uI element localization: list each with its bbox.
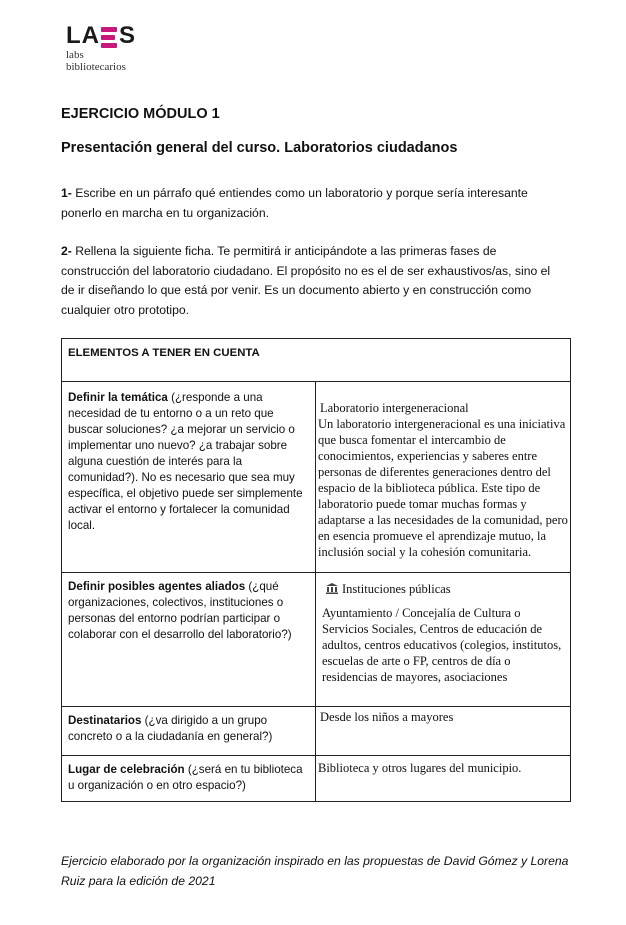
row-question: (¿qué organizaciones, colectivos, instituciones o personas del entorno podrían participar o colaborar con el desarrollo del laboratorio?): [68, 580, 292, 641]
row-label-title: Definir posibles agentes aliados: [68, 580, 246, 593]
row-answer-lugar[interactable]: Biblioteca y otros lugares del municipio.: [316, 756, 571, 802]
row-label-title: Definir la temática: [68, 391, 168, 404]
footer-note: Ejercicio elaborado por la organización inspirado en las propuestas de David Gómez y Lorena Ruiz para la edición de 2021: [61, 854, 569, 888]
table-row: [62, 382, 571, 573]
answer-title-line: [322, 581, 566, 597]
logo-text-left: LA: [66, 22, 100, 49]
museum-icon: [326, 583, 338, 594]
instruction-2-text: Rellena la siguiente ficha. Te permitirá ir anticipándote a las primeras fases de construcción del laboratorio ciudadano. El propósito no es el de ser exhaustivos/as, sino el de ir diseñando lo que está por venir. Es un documento abierto y en construcción como cualquier otro prototipo.: [61, 244, 551, 317]
instruction-1: [61, 184, 561, 223]
row-answer-agentes[interactable]: [316, 573, 571, 707]
answer-text: Un laboratorio intergeneracional es una iniciativa que busca fomentar el intercambio de conocimientos, experiencias y saberes entre personas de diferentes generaciones dentro del espacio de la biblioteca pública. Este tipo de laboratorio puede tomar muchas formas y adaptarse a las necesidades de la comunidad, pero en esencia promueve el aprendizaje mutuo, la inclusión social y la cohesión comunitaria.: [318, 417, 568, 559]
instruction-1-number: 1-: [61, 186, 72, 200]
ficha-table: [61, 338, 571, 802]
answer-title: Laboratorio intergeneracional: [320, 401, 469, 415]
row-label-title: Destinatarios: [68, 714, 142, 727]
answer-title: Instituciones públicas: [342, 582, 451, 596]
logo-wordmark: [66, 24, 146, 48]
row-question: (¿será en tu biblioteca u organización o en otro espacio?): [68, 763, 303, 792]
page-title: EJERCICIO MÓDULO 1: [61, 106, 220, 122]
logo-text-right: S: [119, 22, 137, 49]
row-question: (¿va dirigido a un grupo concreto o a la ciudadanía en general?): [68, 714, 273, 743]
instruction-2-number: 2-: [61, 244, 72, 258]
page-subtitle: Presentación general del curso. Laboratorios ciudadanos: [61, 140, 458, 156]
labs-logo: [66, 24, 146, 74]
logo-b-glyph: [101, 26, 118, 48]
row-answer-tematica[interactable]: [316, 382, 571, 573]
table-row: [62, 756, 571, 802]
answer-text: Ayuntamiento / Concejalía de Cultura o Servicios Sociales, Centros de educación de adultos, centros educativos (colegios, institutos, escuelas de arte o FP, centros de día o residencias de mayores, asociaciones: [322, 606, 562, 684]
row-label-tematica: [62, 382, 316, 573]
logo-line2: bibliotecarios: [66, 61, 126, 73]
instruction-1-text: Escribe en un párrafo qué entiendes como un laboratorio y porque sería interesante ponerlo en marcha en tu organización.: [61, 186, 528, 220]
row-label-lugar: [62, 756, 316, 802]
row-question: (¿responde a una necesidad de tu entorno o a un reto que buscar soluciones? ¿a mejorar un servicio o implementar uno nuevo? ¿a trabajar sobre alguna cuestión de interés para la comunidad?). No es necesario que sea muy específica, el objetivo puede ser simplemente activar el entorno y fortalecer la comunidad local.: [68, 391, 303, 532]
table-header-row: [62, 339, 571, 382]
table-row: [62, 707, 571, 756]
table-header: ELEMENTOS A TENER EN CUENTA: [62, 339, 571, 382]
row-answer-destinatarios[interactable]: Desde los niños a mayores: [316, 707, 571, 756]
instruction-2: [61, 242, 561, 320]
table-row: [62, 573, 571, 707]
logo-line1: labs: [66, 49, 84, 61]
row-label-title: Lugar de celebración: [68, 763, 185, 776]
row-label-agentes: [62, 573, 316, 707]
row-label-destinatarios: [62, 707, 316, 756]
